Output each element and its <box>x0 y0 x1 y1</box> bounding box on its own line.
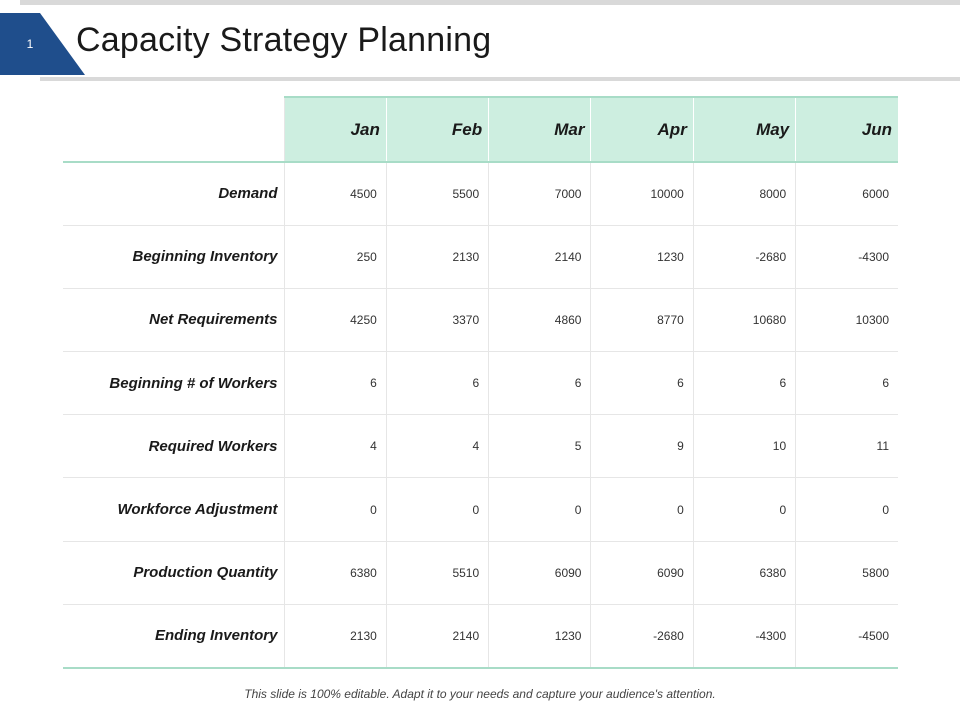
slide-number: 1 <box>26 37 34 51</box>
table-cell: 10000 <box>591 162 693 225</box>
table-cell: 6000 <box>796 162 898 225</box>
column-header: Apr <box>591 97 693 162</box>
table-row <box>63 225 898 288</box>
row-label: Net Requirements <box>63 288 284 351</box>
table-cell: 6 <box>796 352 898 415</box>
table-cell: 6380 <box>284 541 386 604</box>
table-cell: -4500 <box>796 604 898 667</box>
table-cell: 5500 <box>386 162 488 225</box>
row-label: Workforce Adjustment <box>63 478 284 541</box>
table-cell: 7000 <box>489 162 591 225</box>
table-cell: -2680 <box>693 225 795 288</box>
table-cell: 6 <box>386 352 488 415</box>
table-cell: 0 <box>386 478 488 541</box>
table-row <box>63 541 898 604</box>
table-cell: 6090 <box>489 541 591 604</box>
table-cell: 250 <box>284 225 386 288</box>
table-cell: -4300 <box>796 225 898 288</box>
row-label: Beginning Inventory <box>63 225 284 288</box>
row-label: Beginning # of Workers <box>63 352 284 415</box>
table-cell: 1230 <box>489 604 591 667</box>
table-cell: 10680 <box>693 288 795 351</box>
table-cell: 5800 <box>796 541 898 604</box>
table-cell: 2130 <box>284 604 386 667</box>
table-cell: 5 <box>489 415 591 478</box>
table-cell: 2140 <box>489 225 591 288</box>
row-label: Ending Inventory <box>63 604 284 667</box>
table-row <box>63 288 898 351</box>
capacity-table <box>63 96 898 669</box>
table-cell: -2680 <box>591 604 693 667</box>
table-cell: 0 <box>693 478 795 541</box>
row-label: Production Quantity <box>63 541 284 604</box>
table-cell: 6 <box>284 352 386 415</box>
column-header: Jun <box>796 97 898 162</box>
page-title: Capacity Strategy Planning <box>76 21 492 59</box>
column-header: Mar <box>489 97 591 162</box>
column-header: May <box>693 97 795 162</box>
badge-shape <box>0 13 85 75</box>
table-cell: 5510 <box>386 541 488 604</box>
capacity-table-container <box>63 96 898 669</box>
table-cell: 11 <box>796 415 898 478</box>
row-label: Required Workers <box>63 415 284 478</box>
table-cell: 6090 <box>591 541 693 604</box>
table-cell: 4860 <box>489 288 591 351</box>
table-cell: 6 <box>591 352 693 415</box>
table-cell: 0 <box>796 478 898 541</box>
table-cell: 1230 <box>591 225 693 288</box>
footer-note: This slide is 100% editable. Adapt it to your needs and capture your audience's attention. <box>244 687 716 701</box>
table-row <box>63 415 898 478</box>
table-cell: 4500 <box>284 162 386 225</box>
table-cell: 6 <box>693 352 795 415</box>
slide-number-badge <box>0 13 85 75</box>
table-corner-cell <box>63 97 284 162</box>
top-accent-bar <box>20 0 960 5</box>
table-cell: 3370 <box>386 288 488 351</box>
table-cell: 4 <box>284 415 386 478</box>
table-cell: 9 <box>591 415 693 478</box>
table-cell: 6 <box>489 352 591 415</box>
table-cell: 10300 <box>796 288 898 351</box>
table-cell: 10 <box>693 415 795 478</box>
table-cell: 8770 <box>591 288 693 351</box>
table-row <box>63 604 898 667</box>
table-header-row <box>63 97 898 162</box>
table-cell: 2140 <box>386 604 488 667</box>
table-row <box>63 352 898 415</box>
column-header: Jan <box>284 97 386 162</box>
table-cell: 4 <box>386 415 488 478</box>
table-cell: 4250 <box>284 288 386 351</box>
table-cell: 0 <box>591 478 693 541</box>
table-cell: 0 <box>284 478 386 541</box>
table-row <box>63 162 898 225</box>
table-cell: -4300 <box>693 604 795 667</box>
column-header: Feb <box>386 97 488 162</box>
table-row <box>63 478 898 541</box>
table-cell: 6380 <box>693 541 795 604</box>
table-cell: 0 <box>489 478 591 541</box>
row-label: Demand <box>63 162 284 225</box>
table-cell: 2130 <box>386 225 488 288</box>
table-cell: 8000 <box>693 162 795 225</box>
